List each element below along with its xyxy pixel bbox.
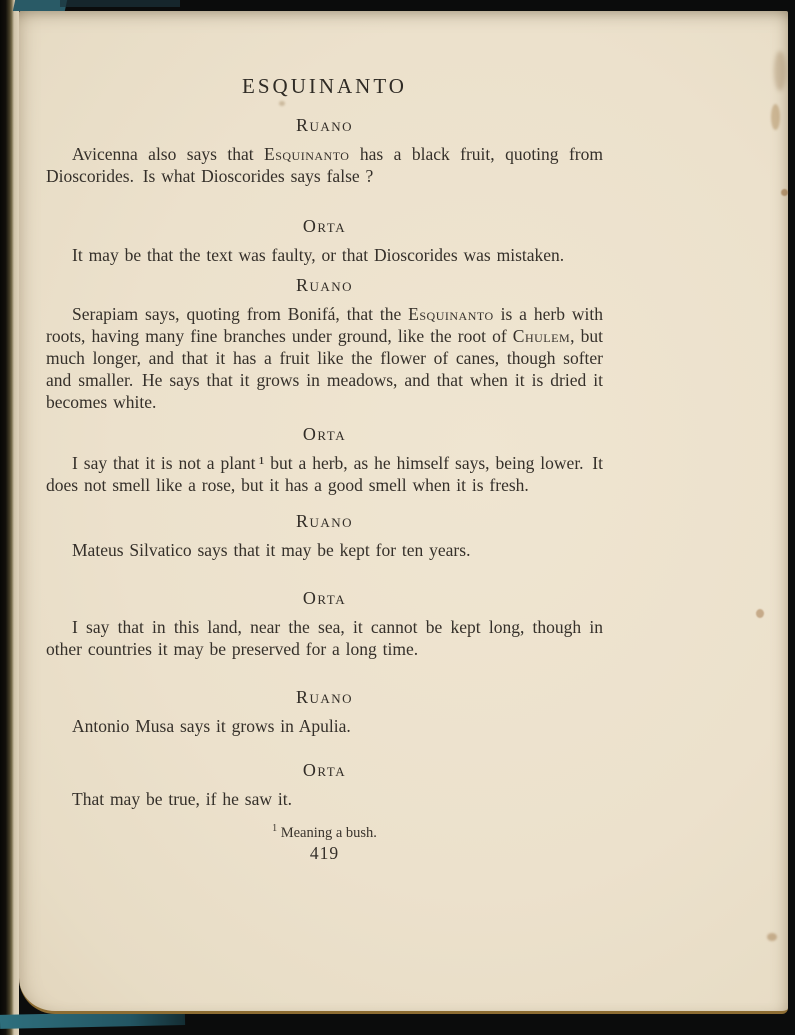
dialogue-paragraph: Mateus Silvatico says that it may be kept for ten years. — [72, 540, 471, 560]
dialogue-section — [46, 686, 603, 737]
speaker-heading: Orta — [302, 424, 347, 444]
dialogue-sections — [46, 114, 603, 810]
foxing-spot — [767, 933, 777, 941]
dialogue-paragraph: I say that it is not a plant ¹ but a herb, as he himself says, being lower. It does not smell like a rose, but it has a good smell when it is fresh. — [46, 453, 603, 495]
footnote — [46, 820, 603, 842]
speaker-heading: Ruano — [295, 511, 354, 531]
page-number: 419 — [309, 842, 340, 863]
dialogue-paragraph: Serapiam says, quoting from Bonifá, that the Esquinanto is a herb with roots, having many fine branches under ground, like the root of Chulem, but much longer, and that it has a fruit like the flower of canes, though softer and smaller. He says that it grows in meadows, and that when it is dried it becomes white. — [46, 304, 603, 412]
speaker-heading: Ruano — [295, 687, 354, 707]
speaker-heading: Ruano — [295, 115, 354, 135]
dialogue-section — [46, 587, 603, 660]
dialogue-paragraph: Avicenna also says that Esquinanto has a black fruit, quoting from Dioscorides. Is what Dioscorides says false ? — [46, 144, 603, 186]
book-binding-left-edge — [0, 0, 19, 1035]
dialogue-section — [46, 510, 603, 561]
dialogue-paragraph: That may be true, if he saw it. — [72, 789, 292, 809]
speaker-heading: Orta — [302, 216, 347, 236]
chapter-title: ESQUINANTO — [242, 74, 407, 98]
footnote-marker: 1 — [272, 823, 278, 834]
book-page — [19, 11, 788, 1014]
dialogue-paragraph: I say that in this land, near the sea, it cannot be kept long, though in other countries it may be preserved for a long time. — [46, 617, 603, 659]
dialogue-paragraph: It may be that the text was faulty, or that Dioscorides was mistaken. — [72, 245, 565, 265]
speaker-heading: Ruano — [295, 275, 354, 295]
dialogue-section — [46, 114, 603, 187]
speaker-heading: Orta — [302, 760, 347, 780]
footnote-text: Meaning a bush. — [280, 824, 377, 841]
speaker-heading: Orta — [302, 588, 347, 608]
dialogue-section — [46, 759, 603, 810]
dialogue-section — [46, 274, 603, 413]
text-block — [19, 11, 788, 864]
book-cover-top-edge — [60, 0, 180, 7]
dialogue-section — [46, 423, 603, 496]
dialogue-section — [46, 215, 603, 266]
dialogue-paragraph: Antonio Musa says it grows in Apulia. — [72, 716, 351, 736]
